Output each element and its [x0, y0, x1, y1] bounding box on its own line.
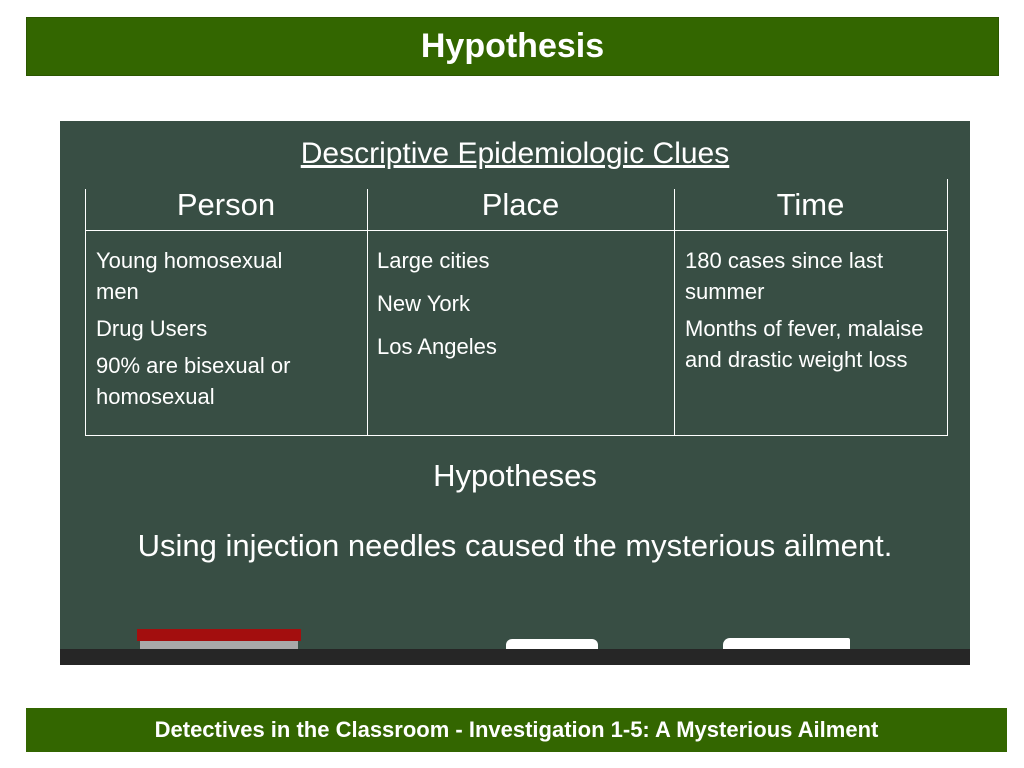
list-item: Drug Users	[96, 316, 208, 341]
place-cell	[377, 245, 657, 374]
chalk-ledge	[60, 649, 970, 665]
clues-heading: Descriptive Epidemiologic Clues	[300, 137, 730, 170]
column-header-place: Place	[481, 187, 560, 222]
list-item: Months of fever, malaise and drastic weight loss	[685, 316, 924, 372]
column-header-person: Person	[176, 187, 276, 222]
table-bottom-rule	[85, 435, 948, 436]
time-cell	[685, 245, 925, 387]
footer-text: Detectives in the Classroom - Investigation 1-5: A Mysterious Ailment	[154, 717, 879, 742]
footer-bar	[26, 708, 1007, 752]
table-divider-2	[674, 189, 675, 436]
table-header-rule	[85, 230, 948, 231]
person-cell	[96, 245, 331, 424]
table-divider-1	[367, 189, 368, 436]
clues-table	[85, 179, 948, 436]
list-item: Los Angeles	[377, 334, 497, 359]
hypotheses-label: Hypotheses	[433, 458, 597, 493]
eraser-icon	[137, 629, 301, 641]
table-border-right	[947, 179, 948, 436]
list-item: New York	[377, 291, 470, 316]
list-item: 90% are bisexual or homosexual	[96, 353, 291, 409]
chalkboard	[60, 121, 970, 665]
column-header-time: Time	[776, 187, 845, 222]
slide-title: Hypothesis	[420, 27, 605, 65]
list-item: Large cities	[377, 248, 490, 273]
table-border-left	[85, 189, 86, 436]
hypothesis-text: Using injection needles caused the mysterious ailment.	[137, 528, 893, 563]
slide-title-bar	[26, 17, 999, 76]
list-item: Young homosexual men	[96, 248, 283, 304]
list-item: 180 cases since last summer	[685, 248, 884, 304]
